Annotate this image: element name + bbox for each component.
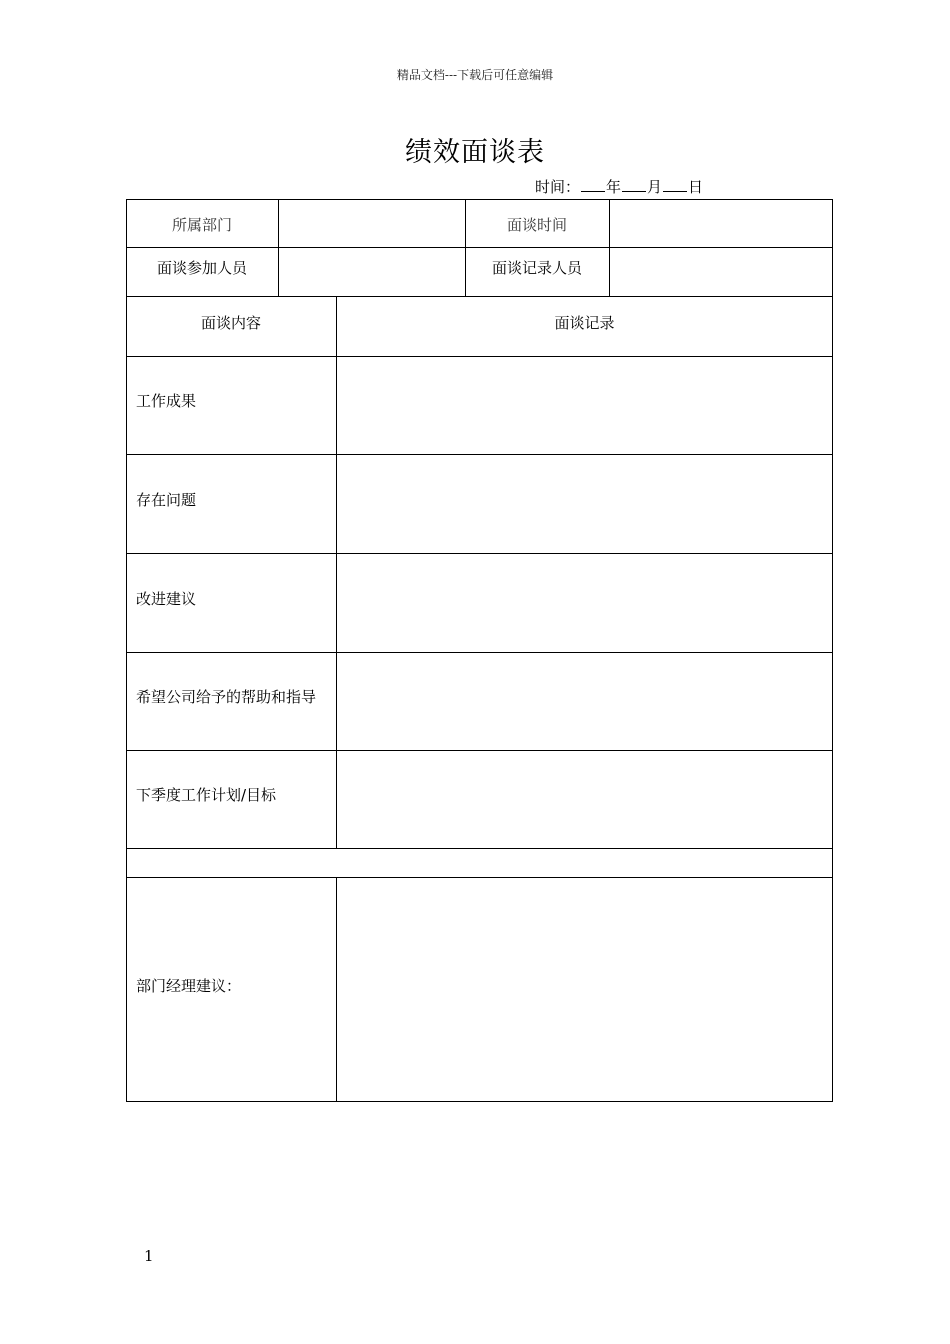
record-field-next-quarter-plan[interactable] xyxy=(337,751,832,848)
participants-label: 面谈参加人员 xyxy=(156,259,247,277)
row-label-help-needed: 希望公司给予的帮助和指导 xyxy=(136,688,317,706)
row-label-next-quarter-plan: 下季度工作计划/目标 xyxy=(136,786,277,804)
dept-field[interactable] xyxy=(279,200,465,247)
interview-time-label: 面谈时间 xyxy=(506,216,567,234)
recorder-label: 面谈记录人员 xyxy=(491,259,582,277)
row-label-improvements: 改进建议 xyxy=(136,590,197,608)
year-label: 年 xyxy=(606,178,622,196)
record-field-improvements[interactable] xyxy=(337,554,832,652)
page-title: 绩效面谈表 xyxy=(405,137,545,168)
interview-time-field[interactable] xyxy=(610,200,832,247)
recorder-field[interactable] xyxy=(610,248,832,296)
spacer-row xyxy=(127,849,832,877)
dept-label: 所属部门 xyxy=(171,216,232,234)
month-label: 月 xyxy=(647,178,663,196)
day-label: 日 xyxy=(688,178,704,196)
date-prefix: 时间： xyxy=(535,178,581,196)
record-field-work-results[interactable] xyxy=(337,357,832,454)
row-label-problems: 存在问题 xyxy=(136,491,197,509)
record-field-problems[interactable] xyxy=(337,455,832,553)
row-label-work-results: 工作成果 xyxy=(136,392,197,410)
manager-suggestion-label: 部门经理建议： xyxy=(136,977,242,995)
content-column-header: 面谈内容 xyxy=(200,314,261,332)
header-note: 精品文档---下载后可任意编辑 xyxy=(396,68,554,82)
record-field-help-needed[interactable] xyxy=(337,653,832,750)
record-column-header: 面谈记录 xyxy=(554,314,615,332)
manager-suggestion-field[interactable] xyxy=(337,878,832,1100)
page-number: 1 xyxy=(144,1247,154,1265)
participants-field[interactable] xyxy=(279,248,465,296)
